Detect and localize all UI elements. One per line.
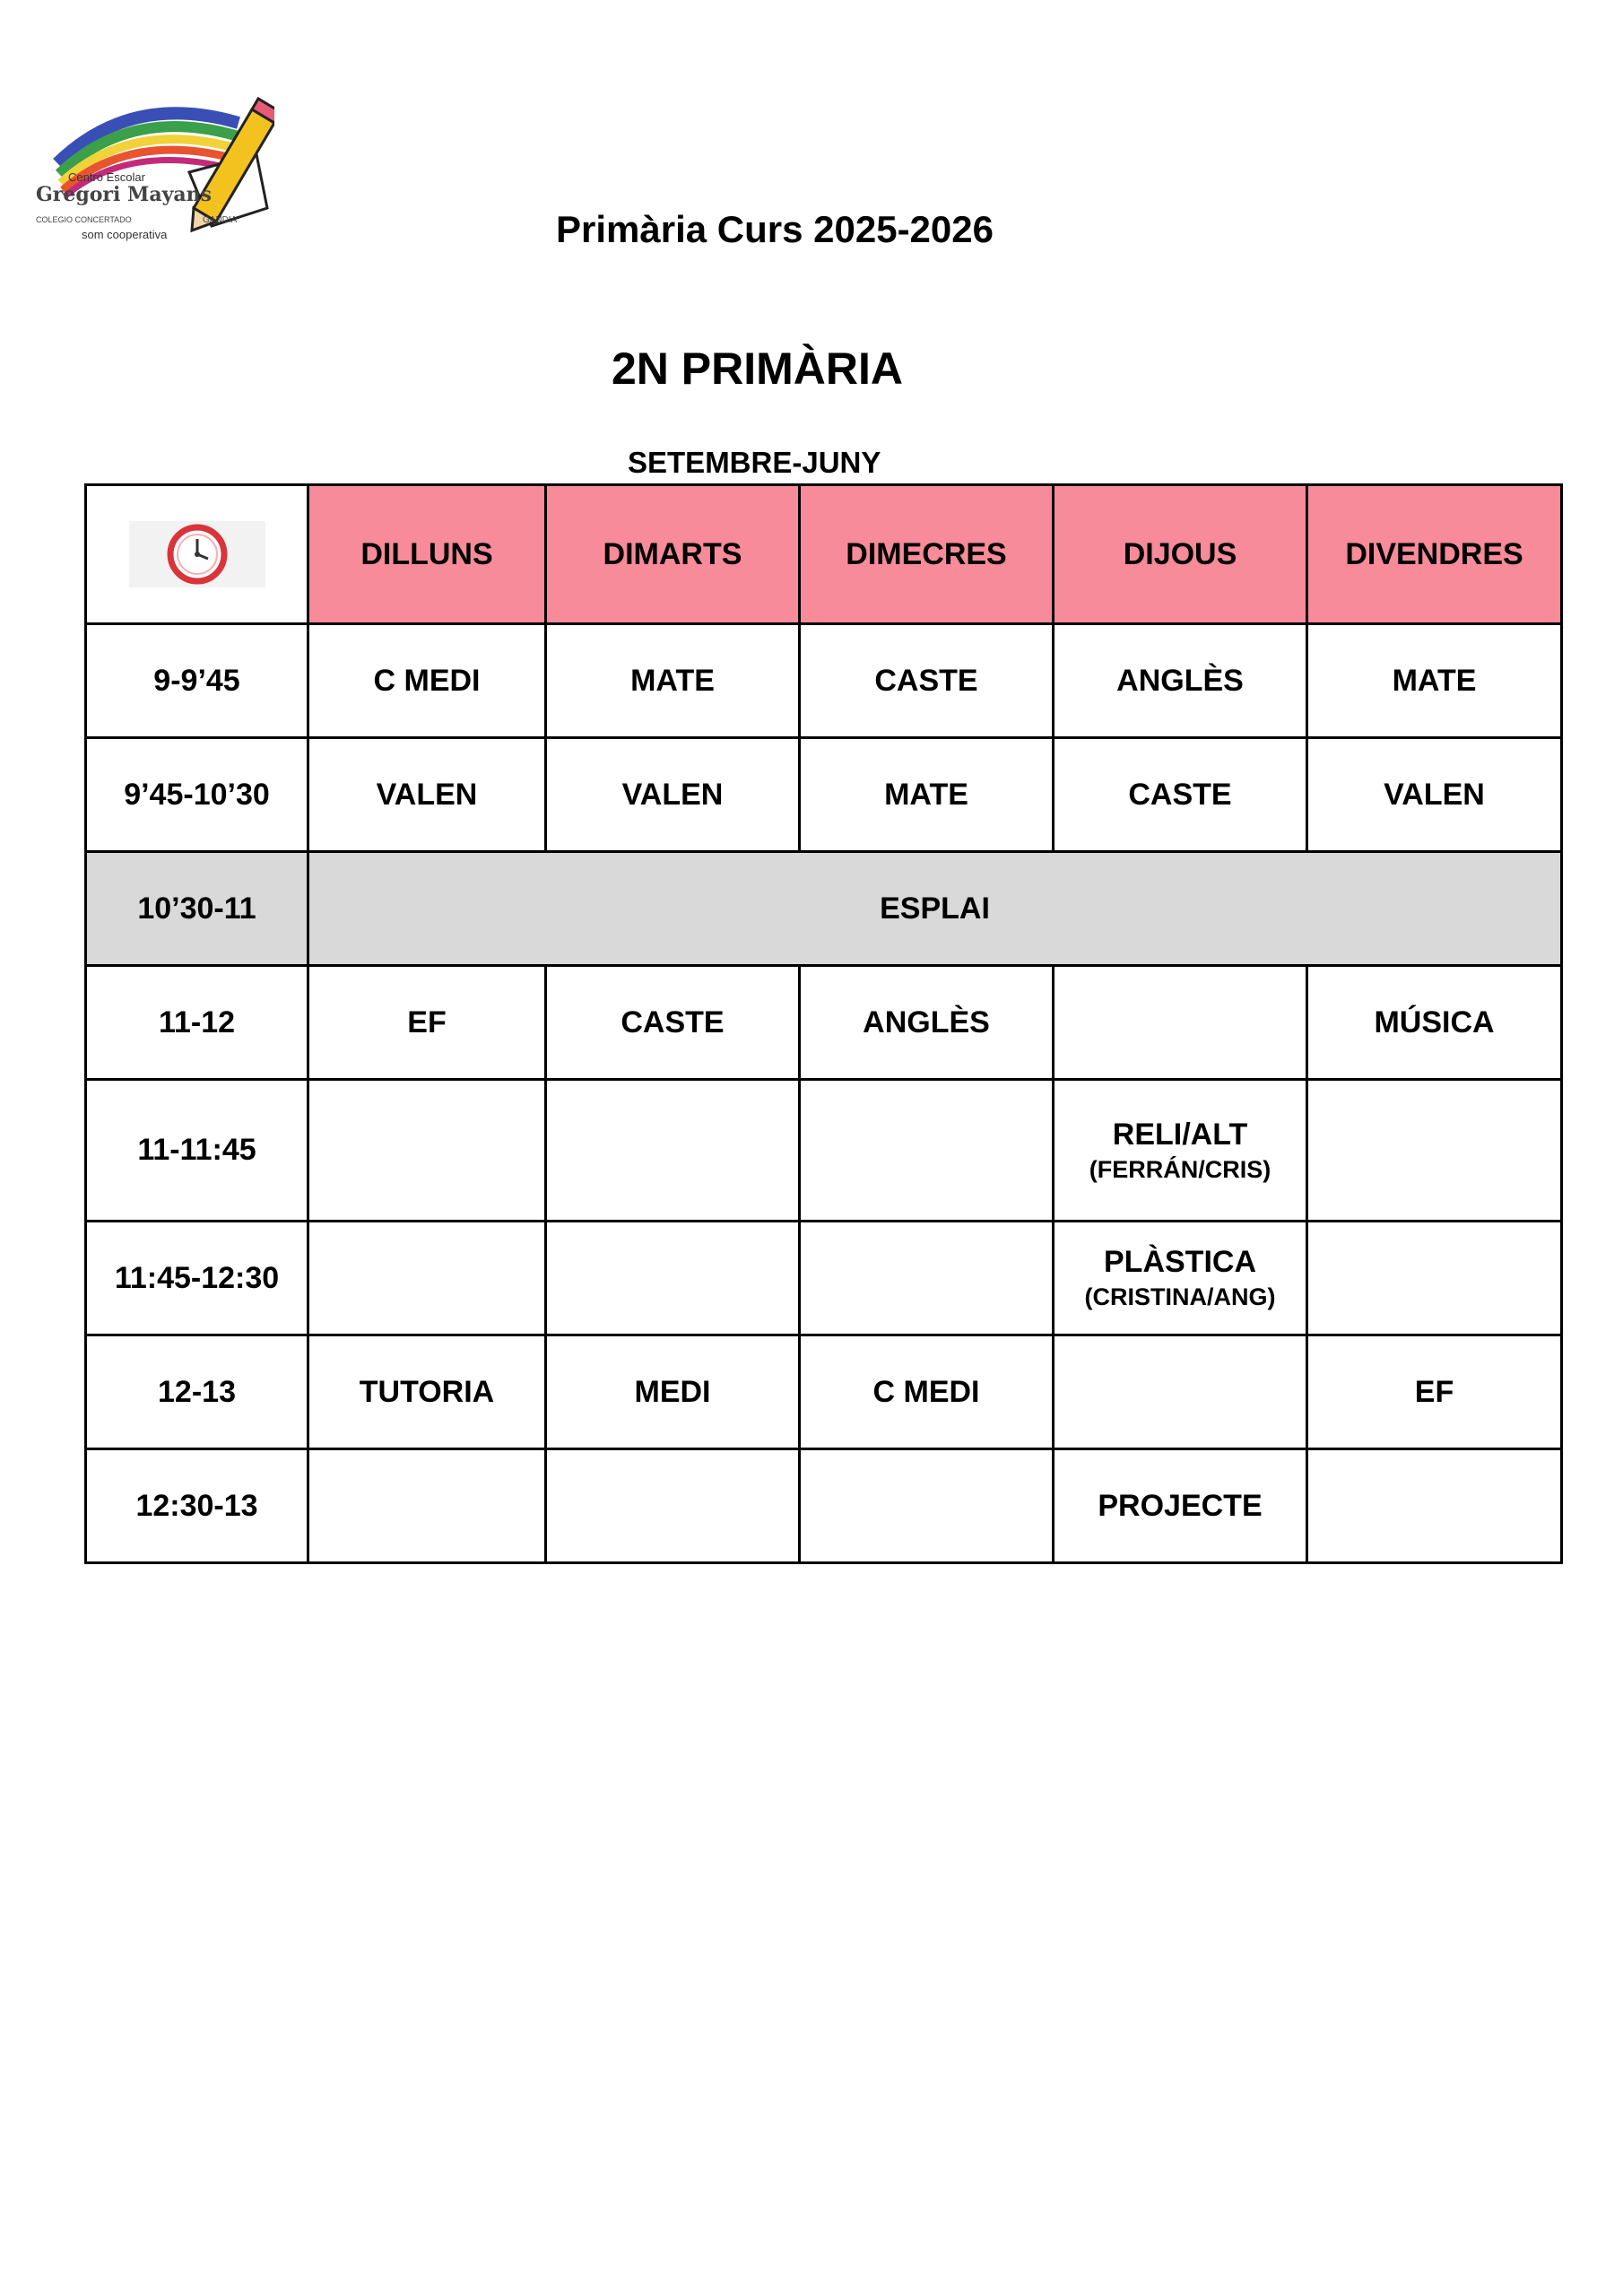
day-header-wednesday: DIMECRES [800,485,1054,624]
subject-cell: MATE [546,624,800,738]
time-cell: 12-13 [86,1335,308,1449]
subject-cell: EF [308,966,546,1080]
subject-cell [1054,1080,1307,1222]
subject-cell: ANGLÈS [1054,624,1307,738]
subject-cell: VALEN [1307,738,1562,852]
schedule-row [86,1222,1562,1335]
subject-cell [1307,1080,1562,1222]
school-logo-graphic [32,74,274,253]
time-cell: 11:45-12:30 [86,1222,308,1335]
day-header-tuesday: DIMARTS [546,485,800,624]
day-header-thursday: DIJOUS [1054,485,1307,624]
subject-cell: TUTORIA [308,1335,546,1449]
schedule-row [86,1335,1562,1449]
subject-cell [1307,1449,1562,1563]
schedule-row [86,624,1562,738]
schedule-row [86,1080,1562,1222]
subject-cell: MEDI [546,1335,800,1449]
logo-text-5: som cooperativa [82,228,168,241]
subject-cell: C MEDI [800,1335,1054,1449]
schedule-row [86,738,1562,852]
time-cell: 11-11:45 [86,1080,308,1222]
time-cell: 9-9’45 [86,624,308,738]
header-row [86,485,1562,624]
grade-title: 2N PRIMÀRIA [612,344,904,394]
subject-cell: CASTE [800,624,1054,738]
subject-cell [546,1449,800,1563]
subject-cell: ANGLÈS [800,966,1054,1080]
subject-cell [308,1222,546,1335]
logo-text-4: GANDIA [203,215,238,225]
subject-cell: CASTE [1054,738,1307,852]
schedule-row [86,1449,1562,1563]
subject-label: PLÀSTICA [1104,1245,1256,1279]
subject-cell: C MEDI [308,624,546,738]
subject-cell [800,1449,1054,1563]
subject-cell [1054,1222,1307,1335]
subject-cell: MÚSICA [1307,966,1562,1080]
teacher-note: (FERRÁN/CRIS) [1089,1155,1271,1183]
subject-cell: PROJECTE [1054,1449,1307,1563]
school-logo [32,74,274,253]
logo-text-3: COLEGIO CONCERTADO [36,215,132,224]
break-cell: ESPLAI [308,852,1562,966]
subject-cell [308,1449,546,1563]
subject-cell: VALEN [546,738,800,852]
subject-cell [800,1222,1054,1335]
subject-cell: CASTE [546,966,800,1080]
time-cell: 11-12 [86,966,308,1080]
schedule-table [84,483,1563,1564]
logo-text-2: Gregori Mayans [36,183,213,206]
time-cell: 10’30-11 [86,852,308,966]
subject-cell [1054,1335,1307,1449]
clock-icon [129,521,265,587]
subject-cell: MATE [1307,624,1562,738]
subject-cell: MATE [800,738,1054,852]
subject-cell [1307,1222,1562,1335]
subject-label: RELI/ALT [1112,1117,1248,1152]
break-row [86,852,1562,966]
subject-cell [546,1222,800,1335]
day-header-friday: DIVENDRES [1307,485,1562,624]
corner-cell [86,485,308,624]
teacher-note: (CRISTINA/ANG) [1084,1283,1276,1310]
subject-cell: VALEN [308,738,546,852]
subject-cell [1054,966,1307,1080]
day-header-monday: DILLUNS [308,485,546,624]
subject-cell: EF [1307,1335,1562,1449]
schedule-row [86,966,1562,1080]
subject-cell [308,1080,546,1222]
time-cell: 12:30-13 [86,1449,308,1563]
logo-text-1: Centro Escolar [68,170,145,184]
subject-cell [800,1080,1054,1222]
period-label: SETEMBRE-JUNY [628,446,881,479]
subject-cell [546,1080,800,1222]
page-title: Primària Curs 2025-2026 [556,208,994,250]
time-cell: 9’45-10’30 [86,738,308,852]
